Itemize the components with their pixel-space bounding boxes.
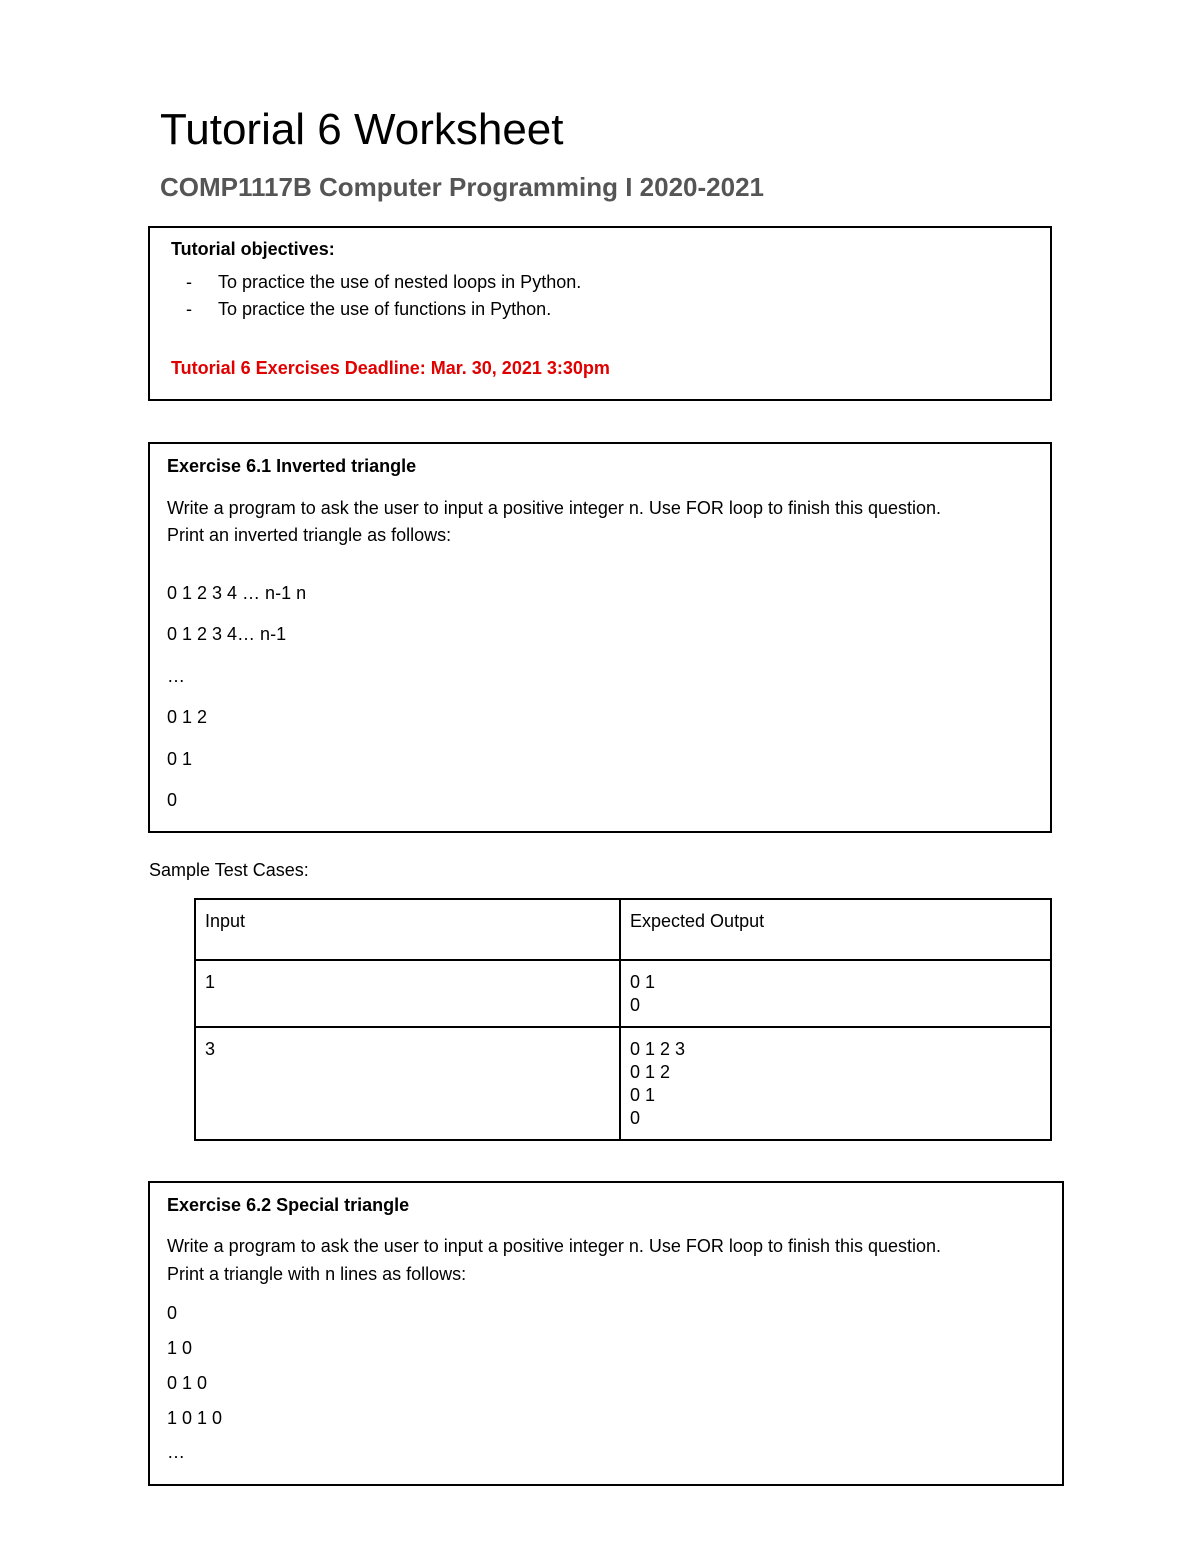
pattern-line: 1 0 [167,1338,193,1358]
sample-test-cases-label: Sample Test Cases: [149,860,309,880]
exercise-heading: Exercise 6.2 Special triangle [167,1195,410,1215]
exercise-6-2-box [148,1181,1064,1486]
output-line: 0 [630,995,641,1015]
pattern-line: 0 1 2 3 4 … n-1 n [167,583,307,603]
objective-text: To practice the use of nested loops in Python. [218,272,582,292]
output-line: 0 1 2 3 [630,1039,686,1059]
table-header-input: Input [195,899,620,960]
exercise-description: Print an inverted triangle as follows: [167,525,452,545]
output-line: 0 1 2 [630,1062,671,1082]
table-cell-output [620,1027,1051,1140]
table-cell-input: 1 [195,960,620,1027]
pattern-line: 0 1 0 [167,1373,208,1393]
table-row [195,1027,1051,1140]
exercise-6-1-box [148,442,1052,833]
pattern-line: 0 [167,1303,178,1323]
pattern-line: 1 0 1 0 [167,1408,223,1428]
sample-test-cases-table [194,898,1052,1141]
output-line: 0 1 [630,972,656,992]
exercise-heading: Exercise 6.1 Inverted triangle [167,456,417,476]
deadline-text: Tutorial 6 Exercises Deadline: Mar. 30, 2021 3:30pm [171,358,610,378]
objective-text: To practice the use of functions in Python. [218,299,552,319]
pattern-line: 0 [167,790,178,810]
bullet-dash: - [186,299,192,319]
table-header-row [195,899,1051,960]
objective-item [150,269,1018,296]
pattern-line: 0 1 2 [167,707,208,727]
output-line: 0 [630,1108,641,1128]
table-cell-input: 3 [195,1027,620,1140]
exercise-description: Write a program to ask the user to input a positive integer n. Use FOR loop to finish this question. [167,1236,942,1256]
objectives-box [148,226,1052,401]
exercise-description: Write a program to ask the user to input a positive integer n. Use FOR loop to finish this question. [167,498,942,518]
objectives-heading: Tutorial objectives: [171,239,335,259]
pattern-line: 0 1 [167,749,193,769]
page-title: Tutorial 6 Worksheet [160,105,564,154]
pattern-line: … [167,1442,185,1462]
bullet-dash: - [186,272,192,292]
table-header-expected-output: Expected Output [620,899,1051,960]
table-row [195,960,1051,1027]
pattern-line: … [167,666,185,686]
objective-item [150,296,1018,323]
pattern-line: 0 1 2 3 4… n-1 [167,624,287,644]
output-line: 0 1 [630,1085,656,1105]
table-cell-output [620,960,1051,1027]
exercise-description: Print a triangle with n lines as follows: [167,1264,467,1284]
page-subtitle: COMP1117B Computer Programming I 2020-2021 [160,172,765,202]
